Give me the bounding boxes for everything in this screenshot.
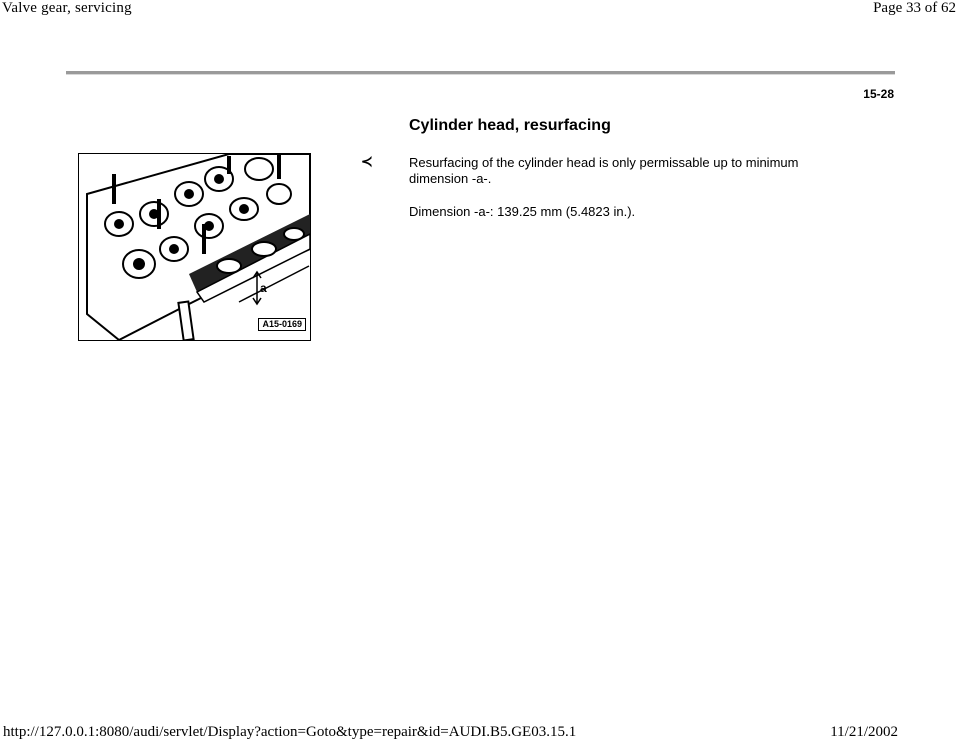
section-title: Cylinder head, resurfacing <box>409 117 611 134</box>
footer-url-link[interactable]: http://127.0.0.1:8080/audi/servlet/Display?action=Goto&type=repair&id=AUDI.B5.GE03.15.1 <box>3 724 577 740</box>
figure-reference-label: A15-0169 <box>258 318 306 331</box>
dimension-spec-text: Dimension -a-: 139.25 mm (5.4823 in.). <box>409 204 636 219</box>
cylinder-head-illustration <box>78 153 311 341</box>
page-code: 15-28 <box>863 87 894 101</box>
cylinder-head-drawing <box>79 154 310 340</box>
instruction-text: Resurfacing of the cylinder head is only permissable up to minimum dimension -a-. <box>409 155 799 186</box>
header-divider <box>66 71 895 75</box>
footer-date: 11/21/2002 <box>830 724 898 740</box>
dimension-callout-a: a <box>260 281 267 295</box>
document-title: Valve gear, servicing <box>2 0 132 16</box>
left-pointer-icon: ≺ <box>361 153 373 169</box>
page-indicator: Page 33 of 62 <box>873 0 956 16</box>
